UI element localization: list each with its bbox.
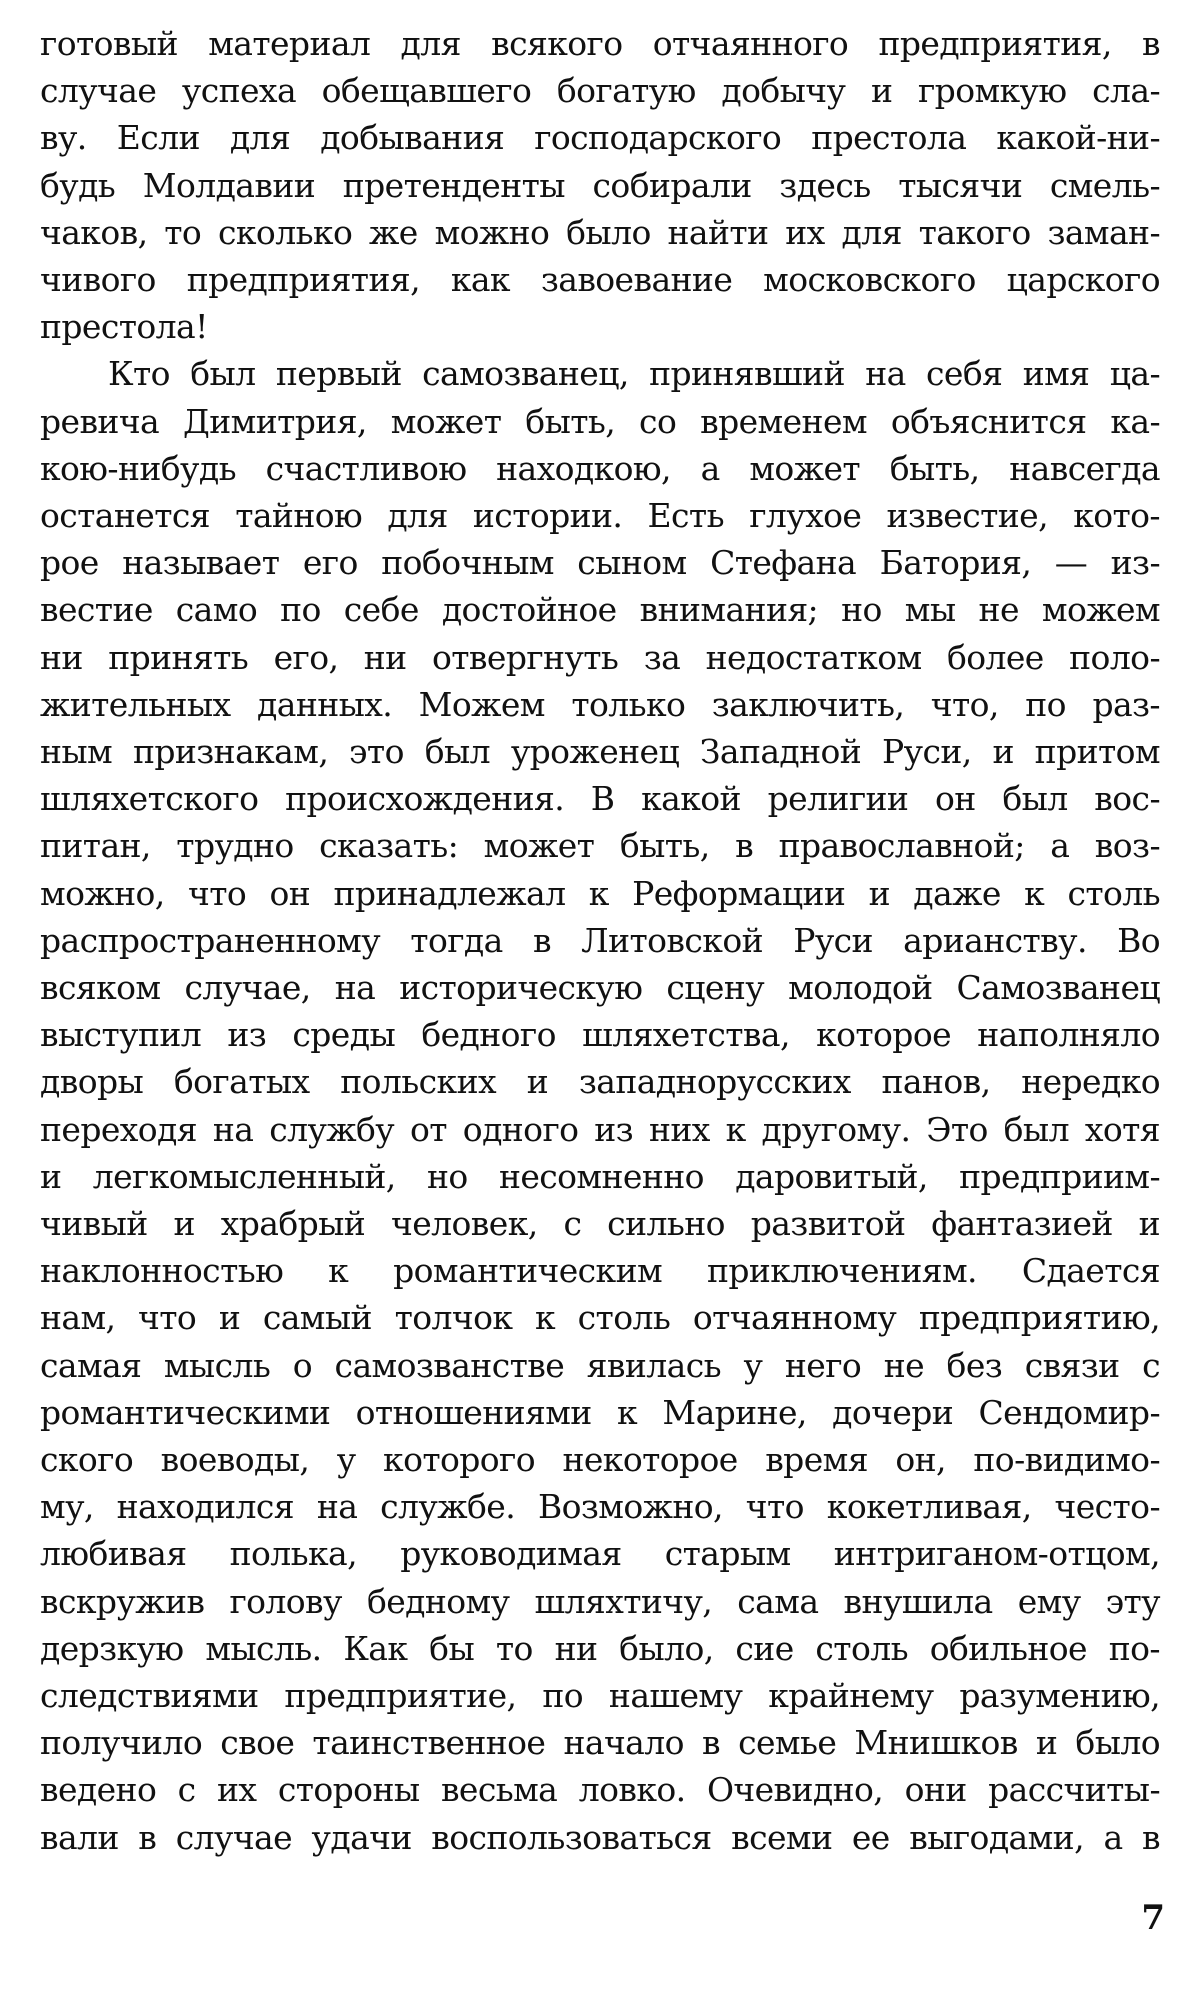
text-line: ву. Если для добывания господарского престола какой-ни-: [40, 118, 1160, 158]
text-line: распространенному тогда в Литовской Руси арианству. Во: [40, 920, 1160, 960]
text-line: вскружив голову бедному шляхтичу, сама внушила ему эту: [40, 1581, 1160, 1621]
book-page: [40, 20, 1160, 1960]
text-line: престола!: [40, 307, 208, 347]
text-line: ского воеводы, у которого некоторое время он, по-видимо-: [40, 1440, 1160, 1479]
text-line: всяком случае, на историческую сцену молодой Самозванец: [40, 968, 1160, 1007]
text-line: переходя на службу от одного из них к другому. Это был хотя: [40, 1109, 1160, 1149]
text-line: готовый материал для всякого отчаянного предприятия, в: [40, 24, 1160, 63]
text-line: шляхетского происхождения. В какой религии он был вос-: [40, 779, 1160, 819]
text-line: случае успеха обещавшего богатую добычу и громкую сла-: [40, 71, 1160, 111]
text-line: вестие само по себе достойное внимания; но мы не можем: [40, 590, 1160, 630]
text-line: чаков, то сколько же можно было найти их для такого заман-: [40, 212, 1160, 252]
text-line: можно, что он принадлежал к Реформации и даже к столь: [40, 873, 1160, 913]
text-line: выступил из среды бедного шляхетства, которое наполняло: [40, 1015, 1160, 1055]
text-line: самая мысль о самозванстве явилась у него не без связи с: [40, 1345, 1160, 1385]
text-line: наклонностью к романтическим приключениям. Сдается: [40, 1251, 1160, 1291]
text-line: ревича Димитрия, может быть, со временем объяснится ка-: [40, 401, 1160, 441]
text-line: дерзкую мысль. Как бы то ни было, сие столь обильное по-: [40, 1628, 1160, 1668]
text-line: романтическими отношениями к Марине, дочери Сендомир-: [40, 1392, 1160, 1432]
text-line: ведено с их стороны весьма ловко. Очевидно, они рассчиты-: [40, 1770, 1160, 1810]
text-line: любивая полька, руководимая старым интриганом-отцом,: [40, 1534, 1160, 1574]
text-line: рое называет его побочным сыном Стефана Батория, — из-: [40, 543, 1160, 583]
text-line: ным признакам, это был уроженец Западной Руси, и притом: [40, 732, 1160, 771]
text-line: му, находился на службе. Возможно, что кокетливая, често-: [40, 1487, 1160, 1527]
text-line: нам, что и самый толчок к столь отчаянному предприятию,: [40, 1298, 1160, 1338]
text-line: вали в случае удачи воспользоваться всеми ее выгодами, а в: [40, 1817, 1160, 1857]
text-line: чивого предприятия, как завоевание московского царского: [40, 260, 1160, 299]
text-line: дворы богатых польских и западнорусских панов, нередко: [40, 1062, 1160, 1102]
text-line: Кто был первый самозванец, принявший на себя имя ца-: [108, 354, 1160, 394]
text-line: получило свое таинственное начало в семье Мнишков и было: [40, 1723, 1160, 1763]
text-line: будь Молдавии претенденты собирали здесь тысячи смель-: [40, 165, 1160, 205]
page-number: 7: [1141, 1898, 1165, 1938]
text-line: останется тайною для истории. Есть глухое известие, кото-: [40, 496, 1160, 535]
text-line: чивый и храбрый человек, с сильно развитой фантазией и: [40, 1204, 1160, 1243]
text-line: следствиями предприятие, по нашему крайнему разумению,: [40, 1676, 1160, 1715]
text-line: жительных данных. Можем только заключить, что, по раз-: [40, 684, 1160, 724]
text-line: ни принять его, ни отвергнуть за недостатком более поло-: [40, 637, 1160, 677]
text-line: и легкомысленный, но несомненно даровитый, предприим-: [40, 1156, 1160, 1196]
text-line: кою-нибудь счастливою находкою, а может быть, навсегда: [40, 448, 1160, 488]
text-line: питан, трудно сказать: может быть, в православной; а воз-: [40, 826, 1160, 866]
